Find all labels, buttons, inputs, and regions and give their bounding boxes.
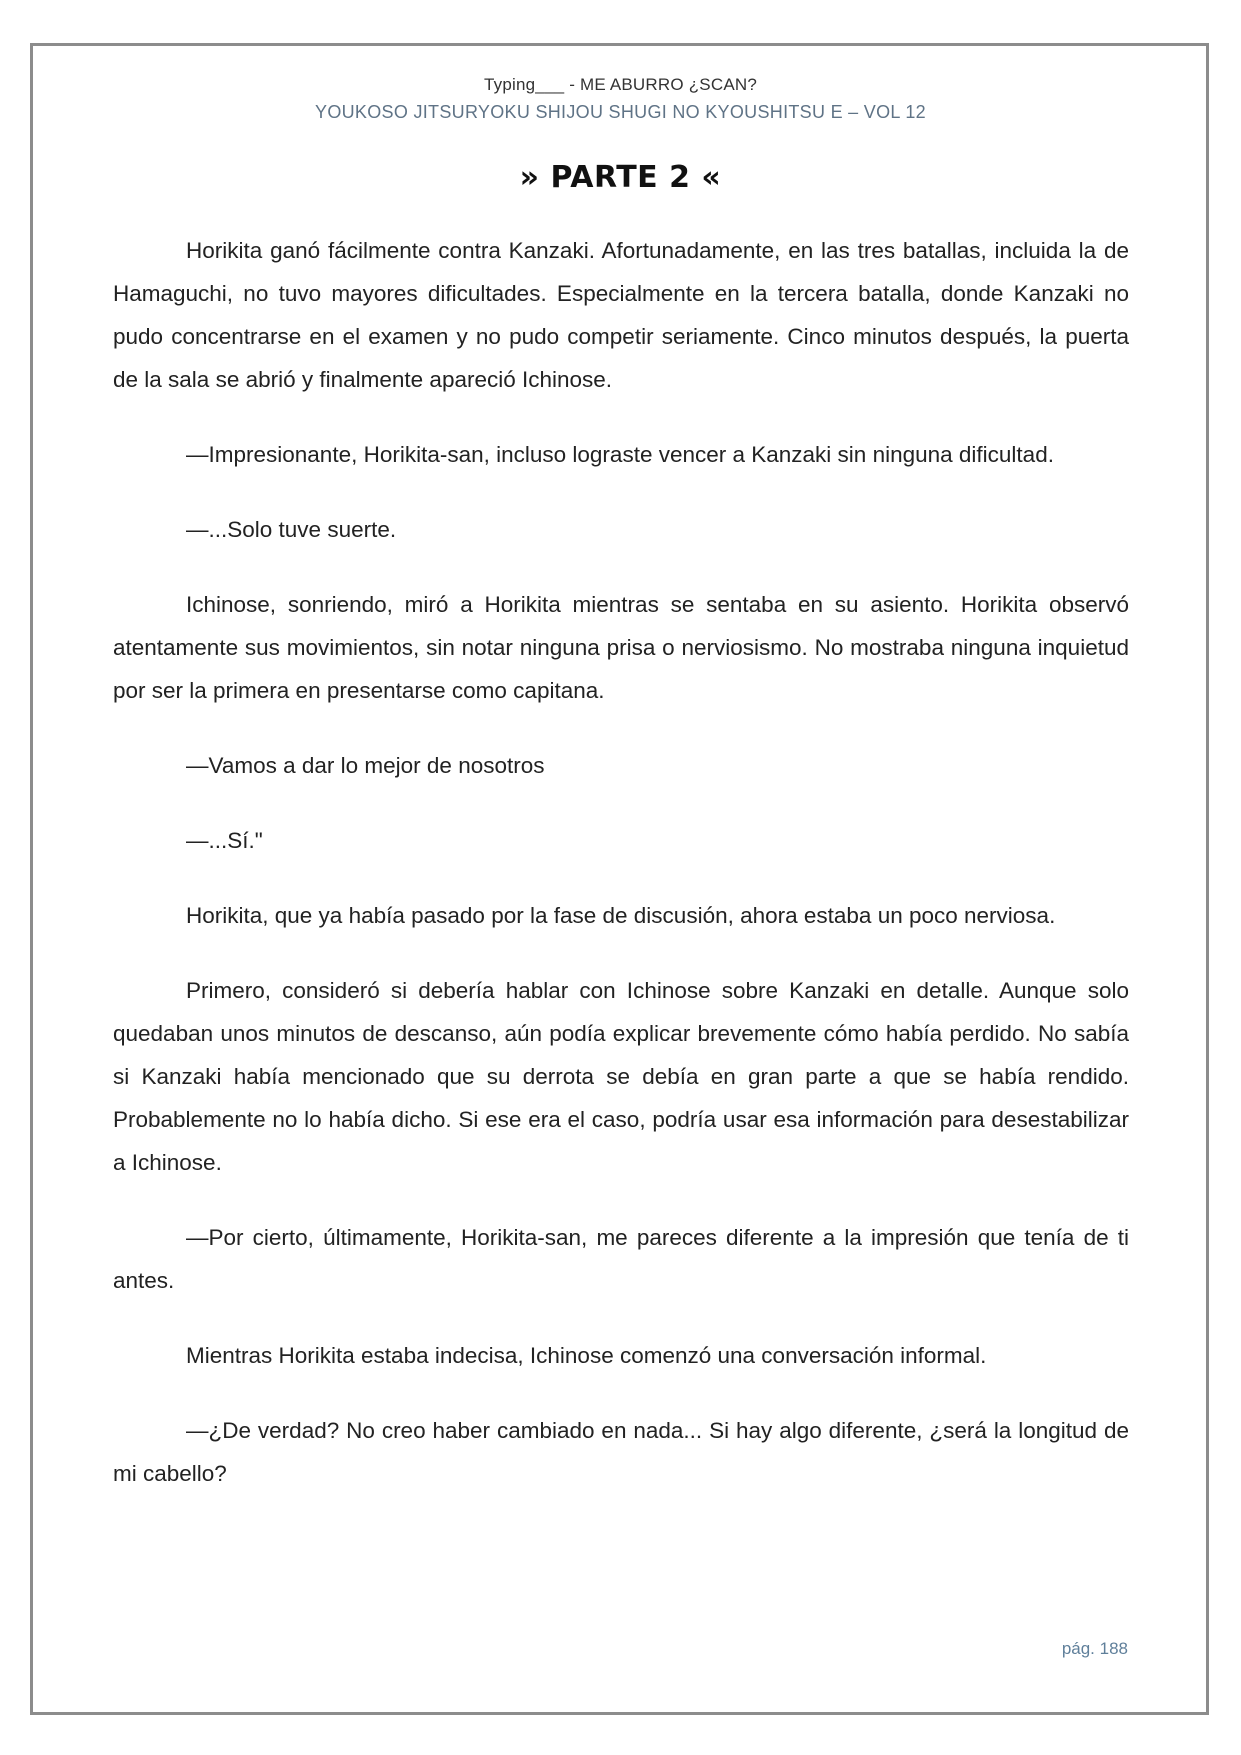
body-text <box>113 229 1129 1495</box>
header-book-title: YOUKOSO JITSURYOKU SHIJOU SHUGI NO KYOUSHITSU E – VOL 12 <box>315 102 926 122</box>
paragraph: —Impresionante, Horikita-san, incluso lograste vencer a Kanzaki sin ninguna dificultad. <box>186 442 1054 467</box>
paragraph: —...Solo tuve suerte. <box>186 517 397 542</box>
paragraph: Primero, consideró si debería hablar con Ichinose sobre Kanzaki en detalle. Aunque solo quedaban unos minutos de descanso, aún podía explicar brevemente cómo había perdido. No sabía si Kanzaki había mencionado que su derrota se debía en gran parte a que se había rendido. Probablemente no lo había dicho. Si ese era el caso, podría usar esa información para desestabilizar a Ichinose. <box>113 978 1129 1175</box>
page-number: pág. 188 <box>1061 1639 1128 1658</box>
paragraph: Mientras Horikita estaba indecisa, Ichinose comenzó una conversación informal. <box>186 1343 987 1368</box>
paragraph: —Por cierto, últimamente, Horikita-san, me pareces diferente a la impresión que tenía de ti antes. <box>113 1225 1129 1293</box>
paragraph: —Vamos a dar lo mejor de nosotros <box>186 753 545 778</box>
paragraph: —...Sí." <box>186 828 263 853</box>
section-title: » PARTE 2 « <box>519 160 722 195</box>
header-credit: Typing___ - ME ABURRO ¿SCAN? <box>484 75 757 94</box>
paragraph: —¿De verdad? No creo haber cambiado en nada... Si hay algo diferente, ¿será la longitud de mi cabello? <box>113 1418 1129 1486</box>
paragraph: Horikita, que ya había pasado por la fase de discusión, ahora estaba un poco nerviosa. <box>186 903 1056 928</box>
paragraph: Horikita ganó fácilmente contra Kanzaki. Afortunadamente, en las tres batallas, incluida la de Hamaguchi, no tuvo mayores dificultades. Especialmente en la tercera batalla, donde Kanzaki no pudo concentrarse en el examen y no pudo competir seriamente. Cinco minutos después, la puerta de la sala se abrió y finalmente apareció Ichinose. <box>113 238 1129 392</box>
paragraph: Ichinose, sonriendo, miró a Horikita mientras se sentaba en su asiento. Horikita observó atentamente sus movimientos, sin notar ninguna prisa o nerviosismo. No mostraba ninguna inquietud por ser la primera en presentarse como capitana. <box>113 592 1129 703</box>
